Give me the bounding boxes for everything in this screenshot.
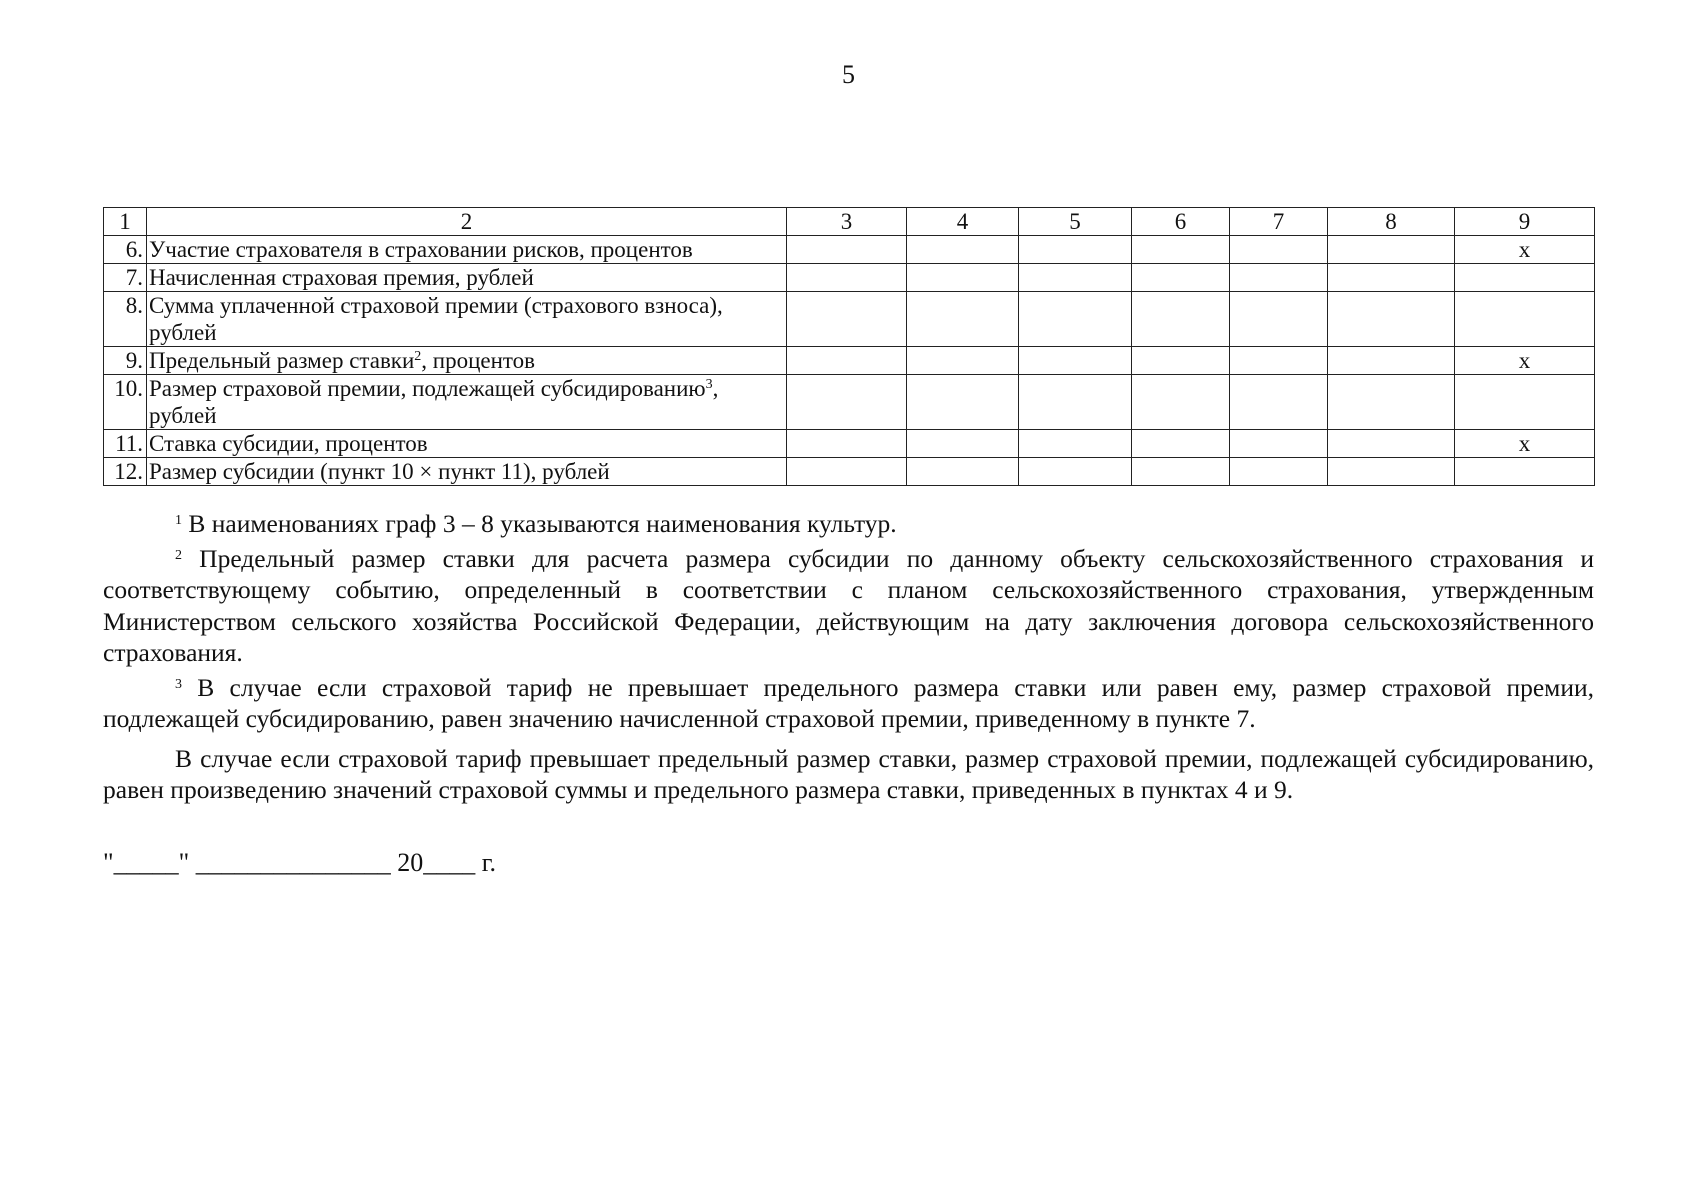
table-cell [1455,458,1595,486]
table-cell [1019,236,1132,264]
table-cell [1132,236,1230,264]
row-label-text: Размер страховой премии, подлежащей субсидированию [149,376,706,401]
not-applicable-mark: x [1455,236,1595,264]
table-cell [907,264,1019,292]
table-cell [1328,292,1455,347]
footnote-text: Предельный размер ставки для расчета размера субсидии по данному объекту сельскохозяйственного страхования и соответствующему событию, определенный в соответствии с планом сельскохозяйственного страхования, утвержденным Министерством сельского хозяйства Российской Федерации, действующим на дату заключения договора сельскохозяйственного страхования. [103,543,1594,667]
table-row [104,264,1595,292]
footnote-text: В случае если страховой тариф не превышает предельного размера ставки или равен ему, размер страховой премии, подлежащей субсидированию, равен значению начисленной страховой премии, приведенному в пункте 7. [103,672,1594,733]
footnote-mark: 2 [175,547,182,563]
table-cell [1132,264,1230,292]
table-cell [907,292,1019,347]
table-cell [787,430,907,458]
column-header: 2 [147,208,787,236]
table-cell [1132,347,1230,375]
table-cell [1455,292,1595,347]
table-cell [1132,458,1230,486]
table-cell [907,347,1019,375]
row-number: 7. [104,264,147,292]
footnote-mark: 3 [175,676,182,692]
row-number: 9. [104,347,147,375]
table-cell [1328,347,1455,375]
table-row [104,292,1595,347]
row-number: 11. [104,430,147,458]
table-row [104,236,1595,264]
table-cell [1455,264,1595,292]
table-cell [1328,430,1455,458]
row-label [147,347,787,375]
row-number: 10. [104,375,147,430]
table-cell [1328,458,1455,486]
not-applicable-mark: x [1455,430,1595,458]
table-cell [1019,458,1132,486]
table-cell [1019,347,1132,375]
table-cell [1132,430,1230,458]
table-header-row [104,208,1595,236]
footnote-3-continuation: В случае если страховой тариф превышает предельный размер ставки, размер страховой премии, подлежащей субсидированию, равен произведению значений страховой суммы и предельного размера ставки, приведенных в пунктах 4 и 9. [103,743,1594,804]
insurance-table [103,207,1595,486]
table-cell [1328,264,1455,292]
table-cell [1230,375,1328,430]
footnote-3 [103,672,1594,735]
column-header: 6 [1132,208,1230,236]
table-cell [1230,264,1328,292]
date-signature-line: "_____" _______________ 20____ г. [103,848,496,877]
table-cell [1230,430,1328,458]
table-cell [1230,292,1328,347]
row-label [147,375,787,430]
footnote-text: В наименованиях граф 3 – 8 указываются наименования культур. [182,509,897,538]
row-number: 12. [104,458,147,486]
table-cell [1230,236,1328,264]
table-cell [1328,236,1455,264]
table-cell [1230,347,1328,375]
table-cell [1132,375,1230,430]
row-label-text: , процентов [421,348,536,373]
table-cell [787,292,907,347]
footnote-1 [103,508,1594,540]
table-cell [1019,264,1132,292]
column-header: 8 [1328,208,1455,236]
page-number: 5 [842,60,855,89]
table-cell [1230,458,1328,486]
table-cell [907,236,1019,264]
table-cell [787,347,907,375]
row-number: 8. [104,292,147,347]
row-label: Сумма уплаченной страховой премии (страхового взноса), рублей [147,292,787,347]
table-cell [1019,430,1132,458]
table-cell [1019,292,1132,347]
row-label: Участие страхователя в страховании рисков, процентов [147,236,787,264]
table-cell [907,458,1019,486]
row-number: 6. [104,236,147,264]
table-row [104,430,1595,458]
column-header: 3 [787,208,907,236]
table-cell [907,375,1019,430]
table-cell [1019,375,1132,430]
table-cell [1328,375,1455,430]
row-label: Начисленная страховая премия, рублей [147,264,787,292]
table-cell [1455,375,1595,430]
not-applicable-mark: x [1455,347,1595,375]
column-header: 4 [907,208,1019,236]
footnote-2 [103,543,1594,669]
row-label-text: Предельный размер ставки [149,348,415,373]
table-cell [907,430,1019,458]
table-cell [1132,292,1230,347]
row-label: Размер субсидии (пункт 10 × пункт 11), рублей [147,458,787,486]
table-row [104,375,1595,430]
column-header: 5 [1019,208,1132,236]
table-cell [787,264,907,292]
column-header: 9 [1455,208,1595,236]
column-header: 1 [104,208,147,236]
row-label: Ставка субсидии, процентов [147,430,787,458]
column-header: 7 [1230,208,1328,236]
table-row [104,347,1595,375]
table-cell [787,236,907,264]
table-row [104,458,1595,486]
table-cell [787,458,907,486]
row-label-text: , рублей [149,376,719,428]
footnote-ref: 2 [414,349,422,364]
footnotes [103,508,1594,806]
footnote-mark: 1 [175,513,182,528]
table-cell [787,375,907,430]
footnote-ref: 3 [705,377,713,392]
